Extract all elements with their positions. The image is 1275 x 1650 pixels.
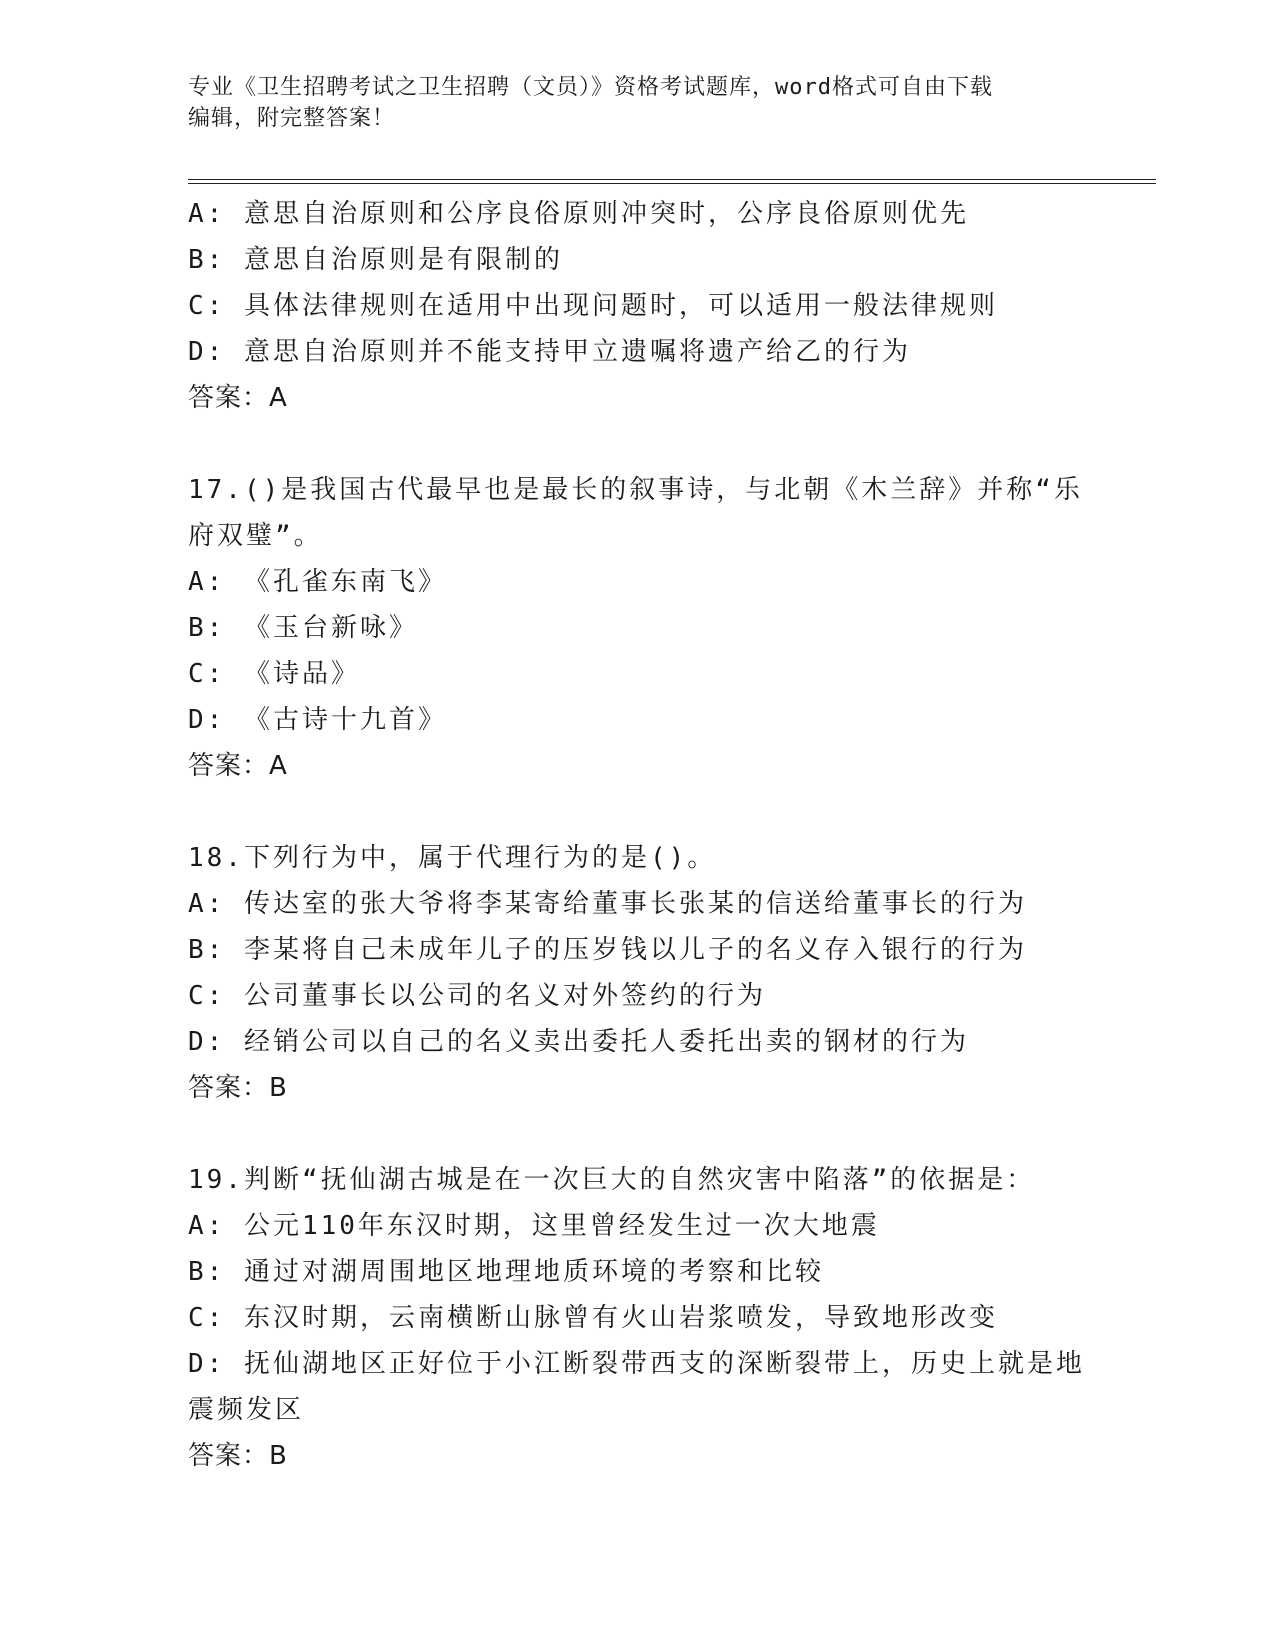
answer: 答案：B [188, 1073, 288, 1103]
header-divider-top [188, 179, 1156, 180]
header-line-2: 编辑，附完整答案！ [188, 106, 396, 131]
option-c: C: 公司董事长以公司的名义对外签约的行为 [188, 981, 766, 1011]
option-d: D: 《古诗十九首》 [188, 705, 447, 735]
option-a: A: 传达室的张大爷将李某寄给董事长张某的信送给董事长的行为 [188, 889, 1027, 919]
spacer [188, 789, 1088, 835]
option-c: C: 具体法律规则在适用中出现问题时，可以适用一般法律规则 [188, 291, 998, 321]
header-line-1: 专业《卫生招聘考试之卫生招聘（文员）》资格考试题库，word格式可自由下载 [188, 75, 993, 100]
option-a: A: 公元110年东汉时期，这里曾经发生过一次大地震 [188, 1211, 880, 1241]
question-text: 19.判断“抚仙湖古城是在一次巨大的自然灾害中陷落”的依据是： [188, 1165, 1036, 1195]
option-c: C: 《诗品》 [188, 659, 360, 689]
option-a: A: 意思自治原则和公序良俗原则冲突时，公序良俗原则优先 [188, 199, 969, 229]
document-header [188, 72, 1088, 134]
option-b: B: 李某将自己未成年儿子的压岁钱以儿子的名义存入银行的行为 [188, 935, 1027, 965]
spacer [188, 421, 1088, 467]
spacer [188, 1111, 1088, 1157]
answer: 答案：A [188, 383, 288, 413]
option-b: B: 通过对湖周围地区地理地质环境的考察和比较 [188, 1257, 824, 1287]
option-a: A: 《孔雀东南飞》 [188, 567, 447, 597]
question-list [188, 191, 1088, 1479]
option-d-line-1: D: 抚仙湖地区正好位于小江断裂带西支的深断裂带上，历史上就是地 [188, 1349, 1085, 1379]
option-b: B: 意思自治原则是有限制的 [188, 245, 563, 275]
question-text-line-1: 17.()是我国古代最早也是最长的叙事诗，与北朝《木兰辞》并称“乐 [188, 475, 1083, 505]
header-divider-bottom [188, 183, 1156, 184]
question-text-line-2: 府双璧”。 [188, 521, 323, 551]
option-d: D: 经销公司以自己的名义卖出委托人委托出卖的钢材的行为 [188, 1027, 969, 1057]
question-17 [188, 467, 1088, 789]
question-text: 18.下列行为中，属于代理行为的是()。 [188, 843, 717, 873]
option-d: D: 意思自治原则并不能支持甲立遗嘱将遗产给乙的行为 [188, 337, 911, 367]
question-18 [188, 835, 1088, 1111]
answer: 答案：A [188, 751, 288, 781]
option-b: B: 《玉台新咏》 [188, 613, 418, 643]
answer: 答案：B [188, 1441, 288, 1471]
question-16 [188, 191, 1088, 421]
question-19 [188, 1157, 1088, 1479]
option-d-line-2: 震频发区 [188, 1395, 305, 1425]
option-c: C: 东汉时期，云南横断山脉曾有火山岩浆喷发，导致地形改变 [188, 1303, 998, 1333]
